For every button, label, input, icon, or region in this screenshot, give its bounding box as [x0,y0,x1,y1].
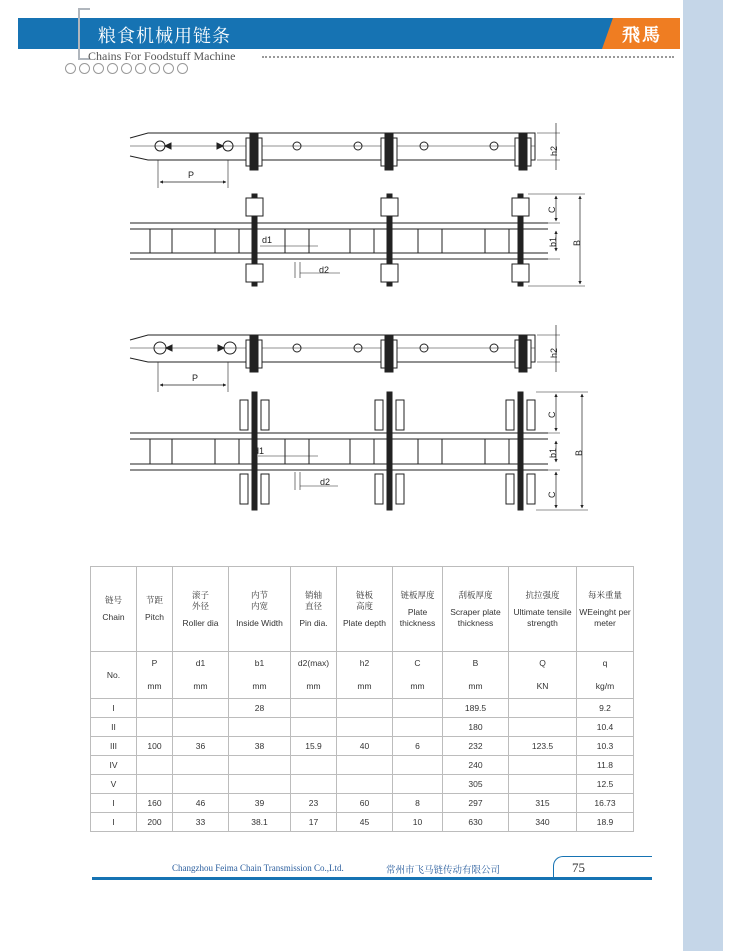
table-cell-d1: 36 [173,737,229,756]
code-cell: d1 [173,652,229,676]
table-cell-q [509,699,577,718]
page-number: 75 [572,860,585,875]
table-cell-b: 297 [443,794,509,813]
table-cell-b1 [229,756,291,775]
code-cell: b1 [229,652,291,676]
table-cell-b1: 39 [229,794,291,813]
header-cn: 每米重量 [587,589,622,600]
table-cell-c [393,699,443,718]
header-en: Pitch [145,612,164,622]
table-cell-b: 189.5 [443,699,509,718]
table-cell-no: II [91,718,137,737]
footer-company-en: Changzhou Feima Chain Transmission Co.,Ltd. [172,863,344,873]
table-cell-w: 11.8 [577,756,634,775]
table-cell-q [509,775,577,794]
code-cell: q [577,652,634,676]
footer-rule [92,877,652,880]
table-cell-p: 160 [137,794,173,813]
header-cell [393,567,443,652]
table-cell-d1 [173,699,229,718]
header-cn: 链板 高度 [355,589,373,611]
table-cell-w: 16.73 [577,794,634,813]
code-cell: P [137,652,173,676]
unit-cell: mm [137,675,173,699]
footer-company-cn: 常州市飞马链传动有限公司 [386,865,501,876]
table-cell-q: 315 [509,794,577,813]
table-cell-no: I [91,794,137,813]
code-cell: h2 [337,652,393,676]
d1-label-c: C [547,206,557,213]
header-cn: 刮板厚度 [458,589,493,600]
header-cell [229,567,291,652]
table-cell-b1 [229,718,291,737]
table-row [91,718,634,737]
header-cn: 链号 [104,595,122,605]
table-cell-w: 10.3 [577,737,634,756]
table-row [91,737,634,756]
table-cell-no: I [91,699,137,718]
table-cell-h2 [337,775,393,794]
d1-label-b1: b1 [548,236,558,247]
header-row [91,567,634,652]
table-row [91,775,634,794]
page-subtitle: Chains For Foodstuff Machine [88,49,236,63]
table-cell-no: V [91,775,137,794]
unit-cell: mm [443,675,509,699]
table-cell-no: IV [91,756,137,775]
table-cell-d2: 23 [291,794,337,813]
code-row [91,652,634,676]
d2-label-p: P [192,373,199,383]
table-cell-d2 [291,718,337,737]
table-row [91,756,634,775]
table-cell-h2 [337,699,393,718]
table-cell-q [509,718,577,737]
table-cell-c: 10 [393,813,443,832]
header-en: Pin dia. [299,617,328,628]
table-cell-b1: 38 [229,737,291,756]
header-cn: 抗拉强度 [525,589,560,600]
table-cell-w: 10.4 [577,718,634,737]
header-cn: 滚子 外径 [191,589,209,611]
d2-label-d1: d1 [254,446,265,456]
d1-label-d2: d2 [319,265,330,275]
table-cell-q [509,756,577,775]
unit-cell: mm [393,675,443,699]
table-cell-c [393,756,443,775]
d2-label-b1: b1 [548,447,558,458]
table-row [91,699,634,718]
header-en: Inside Width [236,617,283,628]
header-en: Ultimate tensile strength [513,606,572,628]
brand-logo: 飛馬 [622,25,662,46]
table-cell-w: 12.5 [577,775,634,794]
diagram2-top-view [130,392,588,510]
table-cell-w: 18.9 [577,813,634,832]
table-cell-b1: 28 [229,699,291,718]
table-cell-p [137,699,173,718]
diagram1-top-view [130,194,585,286]
d2-label-c-top: C [547,411,557,418]
table-cell-c [393,775,443,794]
spec-table [90,566,634,832]
d2-label-c-bot: C [547,491,557,498]
header-en: Plate depth [342,617,386,628]
table-cell-d1 [173,775,229,794]
d2-label-h2: h2 [549,347,559,358]
code-cell: No. [91,652,137,699]
unit-row [91,675,634,699]
table-cell-d2 [291,756,337,775]
table-cell-d1: 46 [173,794,229,813]
table-cell-h2: 45 [337,813,393,832]
unit-cell: mm [173,675,229,699]
table-cell-c: 8 [393,794,443,813]
table-cell-d2 [291,775,337,794]
code-cell: Q [509,652,577,676]
table-cell-c: 6 [393,737,443,756]
table-cell-no: III [91,737,137,756]
unit-cell: KN [509,675,577,699]
header-cell [137,567,173,652]
d1-label-b: B [572,239,582,246]
code-cell: C [393,652,443,676]
table-cell-h2 [337,756,393,775]
header-cn: 销轴 直径 [304,589,322,611]
table-row [91,794,634,813]
table-cell-d1 [173,756,229,775]
footer-page-tab [553,856,652,879]
table-cell-b1: 38.1 [229,813,291,832]
table-row [91,813,634,832]
table-cell-b: 232 [443,737,509,756]
table-cell-h2 [337,718,393,737]
table-cell-p: 200 [137,813,173,832]
page-title: 粮食机械用链条 [98,26,231,47]
header-en: Chain [102,612,125,622]
header-cn: 节距 [145,595,163,605]
header-cell [173,567,229,652]
table-cell-w: 9.2 [577,699,634,718]
table-cell-d2: 15.9 [291,737,337,756]
table-cell-no: I [91,813,137,832]
table-cell-q: 123.5 [509,737,577,756]
d1-label-h2: h2 [549,145,559,156]
code-cell: d2(max) [291,652,337,676]
table-cell-p [137,718,173,737]
table-cell-p [137,775,173,794]
header-cn: 内节 内宽 [250,589,268,611]
header-cell [91,567,137,652]
unit-cell: mm [291,675,337,699]
table-cell-d1: 33 [173,813,229,832]
header-cell [291,567,337,652]
table-cell-b: 240 [443,756,509,775]
header-cell [509,567,577,652]
table-cell-h2: 40 [337,737,393,756]
diagram1-side-view [130,123,560,188]
table-cell-b: 180 [443,718,509,737]
table-cell-p: 100 [137,737,173,756]
table-cell-b: 630 [443,813,509,832]
table-cell-d1 [173,718,229,737]
header-cell [577,567,634,652]
header-en: WEeinght per meter [579,606,631,628]
header-cell [443,567,509,652]
header-en: Plate thickness [399,606,436,628]
table-cell-p [137,756,173,775]
table-cell-h2: 60 [337,794,393,813]
d1-label-p: P [188,170,195,180]
header-en: Roller dia [182,617,219,628]
table-cell-b: 305 [443,775,509,794]
table-cell-q: 340 [509,813,577,832]
header-en: Scraper plate thickness [450,606,501,628]
unit-cell: kg/m [577,675,634,699]
d1-label-d1: d1 [262,235,273,245]
unit-cell: mm [229,675,291,699]
d2-label-b: B [574,449,584,456]
table-cell-c [393,718,443,737]
code-cell: B [443,652,509,676]
table-cell-d2: 17 [291,813,337,832]
table-cell-d2 [291,699,337,718]
d2-label-d2: d2 [320,477,331,487]
header-cell [337,567,393,652]
unit-cell: mm [337,675,393,699]
header-cn: 链板厚度 [400,589,435,600]
table-cell-b1 [229,775,291,794]
